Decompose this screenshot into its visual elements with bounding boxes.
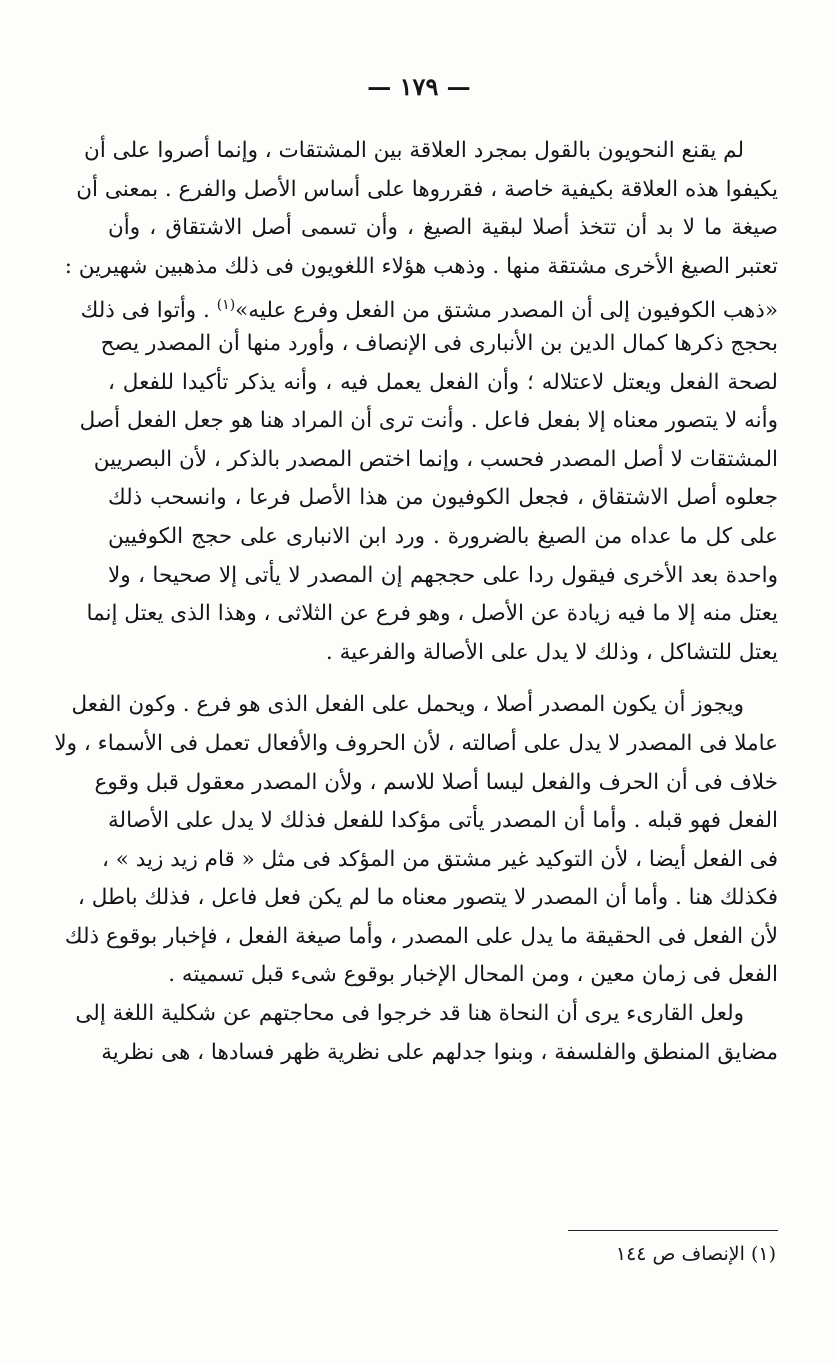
text-line: لصحة الفعل ويعتل لاعتلاله ؛ وأن الفعل يعمل فيه ، وأنه يذكر تأكيدا للفعل ، <box>108 369 778 395</box>
text-line: بحجج ذكرها كمال الدين بن الأنبارى فى الإنصاف ، وأورد منها أن المصدر يصح <box>100 330 778 356</box>
text-line-with-reference <box>80 286 778 325</box>
text-line: لم يقنع النحويون بالقول بمجرد العلاقة بين المشتقات ، وإنما أصروا على أن <box>84 138 744 163</box>
text-line: فكذلك هنا . وأما أن المصدر لا يتصور معناه ما لم يكن فعل فاعل ، فذلك باطل ، <box>77 885 778 911</box>
text-line: المشتقات لا أصل المصدر فحسب ، وإنما اختص المصدر بالذكر ، لأن البصريين <box>93 446 778 472</box>
text-line: فى الفعل أيضا ، لأن التوكيد غير مشتق من المؤكد فى مثل « قام زيد زيد » ، <box>101 846 778 872</box>
text-line: ولعل القارىء يرى أن النحاة هنا قد خرجوا فى محاجتهم عن شكلية اللغة إلى <box>75 1001 744 1027</box>
text-line: صيغة ما لا بد أن تتخذ أصلا لبقية الصيغ ، وأن تسمى أصل الاشتقاق ، وأن <box>108 215 778 241</box>
text-line: واحدة بعد الأخرى فيقول ردا على حججهم إن المصدر لا يأتى إلا صحيحا ، ولا <box>108 562 778 588</box>
text-line: تعتبر الصيغ الأخرى مشتقة منها . وذهب هؤلاء اللغويون فى ذلك مذهبين شهيرين : <box>64 253 778 279</box>
page-number: — ١٧٩ — <box>367 72 471 101</box>
footnote-divider <box>568 1230 778 1231</box>
footnote-reference: (١) <box>216 297 236 314</box>
text-line: الفعل فهو قبله . وأما أن المصدر يأتى مؤكدا للفعل فذلك لا يدل على الأصالة <box>108 808 778 834</box>
text-line: مضايق المنطق والفلسفة ، وبنوا جدلهم على نظرية ظهر فسادها ، هى نظرية <box>101 1039 778 1065</box>
text-line: عاملا فى المصدر لا يدل على أصالته ، لأن الحروف والأفعال تعمل فى الأسماء ، ولا <box>54 730 778 756</box>
text-line: لأن الفعل فى الحقيقة ما يدل على المصدر ، وأما صيغة الفعل ، فإخبار بوقوع ذلك <box>64 923 778 949</box>
text-line: جعلوه أصل الاشتقاق ، فجعل الكوفيون من هذا الأصل فرعا ، وانسحب ذلك <box>108 485 778 511</box>
text-line: يكيفوا هذه العلاقة بكيفية خاصة ، فقرروها على أساس الأصل والفرع . بمعنى أن <box>76 176 778 202</box>
text-line: ويجوز أن يكون المصدر أصلا ، ويحمل على الفعل الذى هو فرع . وكون الفعل <box>71 692 744 718</box>
text-line: خلاف فى أن الحرف والفعل ليسا أصلا للاسم ، ولأن المصدر معقول قبل وقوع <box>94 769 778 795</box>
main-text <box>54 132 778 1072</box>
text-fragment: . وأتوا فى ذلك <box>80 298 210 324</box>
text-line: يعتل للتشاكل ، وذلك لا يدل على الأصالة والفرعية . <box>325 639 778 665</box>
text-line: وأنه لا يتصور معناه إلا بفعل فاعل . وأنت ترى أن المراد هنا هو جعل الفعل أصل <box>79 408 778 434</box>
footnote: (١) الإنصاف ص ١٤٤ <box>615 1243 776 1265</box>
text-line: على كل ما عداه من الصيغ بالضرورة . ورد ابن الانبارى على حجج الكوفيين <box>108 523 778 549</box>
text-line: الفعل فى زمان معين ، ومن المحال الإخبار بوقوع شىء قبل تسميته . <box>168 962 778 988</box>
text-line: يعتل منه إلا ما فيه زيادة عن الأصل ، وهو فرع عن الثلاثى ، وهذا الذى يعتل إنما <box>86 601 778 627</box>
quoted-text: «ذهب الكوفيون إلى أن المصدر مشتق من الفعل وفرع عليه» <box>235 298 778 324</box>
